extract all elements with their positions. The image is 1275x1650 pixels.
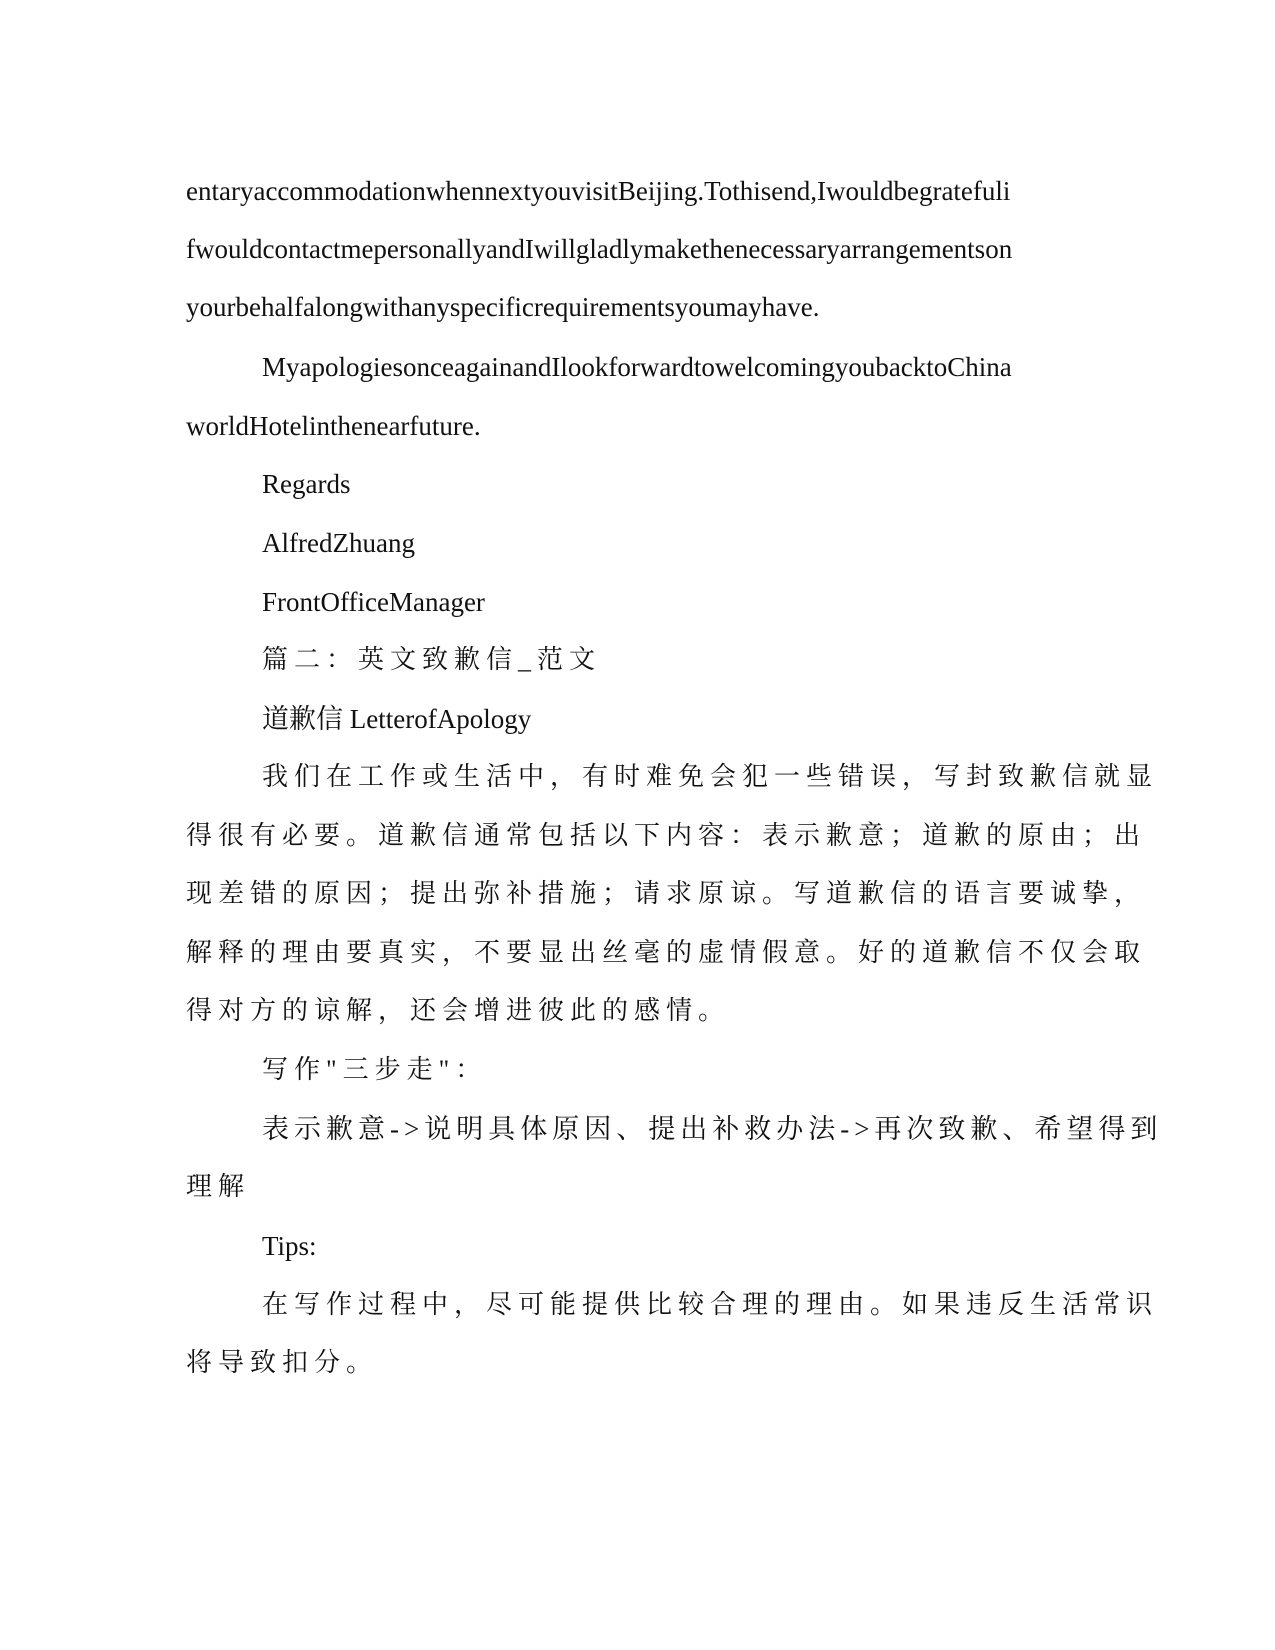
paragraph-line: MyapologiesonceagainandIlookforwardtowelcomingyoubacktoChina [262,352,1012,382]
signature-name: AlfredZhuang [262,528,415,558]
paragraph-line: fwouldcontactmepersonallyandIwillgladlymakethenecessaryarrangementson [186,234,1013,264]
paragraph-line: yourbehalfalongwithanyspecificrequirementsyoumayhave. [186,292,820,322]
paragraph-line: 我们在工作或生活中，有时难免会犯一些错误，写封致歉信就显 [262,762,1159,791]
paragraph-line: 得对方的谅解，还会增进彼此的感情。 [186,996,731,1025]
paragraph-line: entaryaccommodationwhennextyouvisitBeijing.Tothisend,Iwouldbegratefuli [186,176,1011,206]
paragraph-line: 理解 [186,1172,251,1201]
paragraph-line: 解释的理由要真实，不要显出丝毫的虚情假意。好的道歉信不仅会取 [186,938,1147,967]
section-subheading: 道歉信 LetterofApology [262,704,532,734]
paragraph-line: 在写作过程中，尽可能提供比较合理的理由。如果违反生活常识 [262,1290,1159,1319]
paragraph-line: 现差错的原因；提出弥补措施；请求原谅。写道歉信的语言要诚挚， [186,879,1147,908]
paragraph-line: 得很有必要。道歉信通常包括以下内容：表示歉意；道歉的原由；出 [186,821,1147,850]
paragraph-line: worldHotelinthenearfuture. [186,411,481,441]
paragraph-line: 表示歉意->说明具体原因、提出补救办法->再次致歉、希望得到 [262,1114,1163,1144]
paragraph-line: 写作"三步走"： [262,1055,488,1084]
signature-title: FrontOfficeManager [262,587,485,617]
paragraph-line: 将导致扣分。 [186,1348,379,1377]
closing-regards: Regards [262,469,351,499]
tips-heading: Tips: [262,1231,317,1261]
section-heading: 篇二：英文致歉信_范文 [262,645,602,674]
